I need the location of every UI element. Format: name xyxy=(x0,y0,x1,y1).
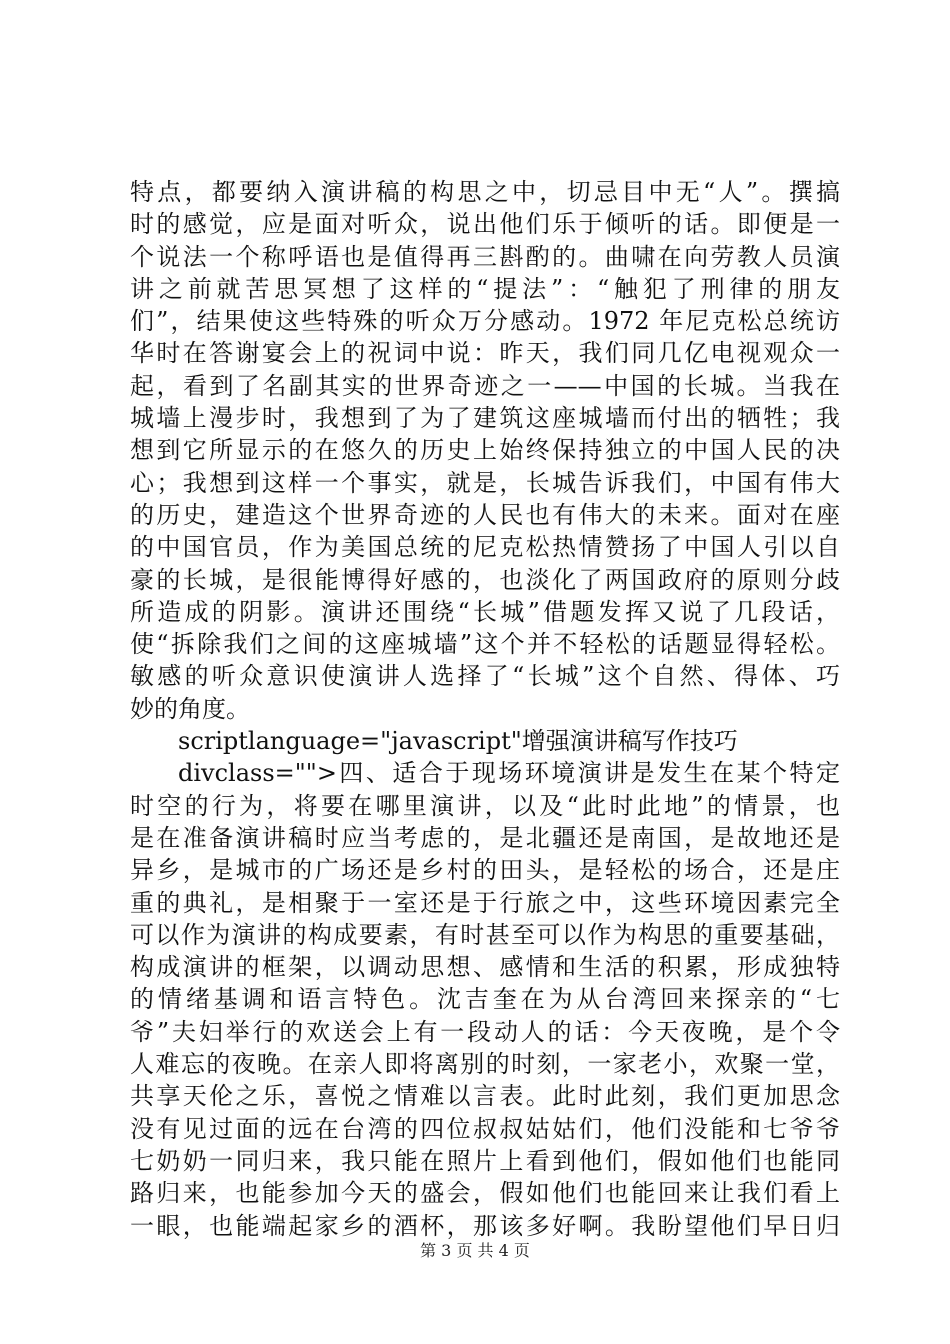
text-line: 路归来，也能参加今天的盛会，假如他们也能回来让我们看上 xyxy=(130,1179,840,1208)
text-line: 特点，都要纳入演讲稿的构思之中，切忌目中无“人”。撰搞 xyxy=(130,178,840,206)
text-line: 异乡，是城市的广场还是乡村的田头，是轻松的场合，还是庄 xyxy=(130,856,840,885)
text-line: 的历史，建造这个世界奇迹的人民也有伟大的未来。面对在座 xyxy=(130,500,840,529)
text-line: 豪的长城，是很能博得好感的，也淡化了两国政府的原则分歧 xyxy=(130,565,840,594)
text-line: 妙的角度。 xyxy=(130,694,250,723)
text-line: 起，看到了名副其实的世界奇迹之一——中国的长城。当我在 xyxy=(130,371,840,400)
text-line: 心；我想到这样一个事实，就是，长城告诉我们，中国有伟大 xyxy=(130,468,840,497)
text-line: 华时在答谢宴会上的祝词中说：昨天，我们同几亿电视观众一 xyxy=(130,339,840,368)
text-line: 共享天伦之乐，喜悦之情难以言表。此时此刻，我们更加思念 xyxy=(130,1082,840,1111)
text-line: 的情绪基调和语言特色。沈吉奎在为从台湾回来探亲的“七 xyxy=(130,985,840,1014)
text-line: 时的感觉，应是面对听众，说出他们乐于倾听的话。即便是一 xyxy=(130,210,840,239)
text-line: 可以作为演讲的构成要素，有时甚至可以作为构思的重要基础， xyxy=(130,920,840,949)
text-line: 是在准备演讲稿时应当考虑的，是北疆还是南国，是故地还是 xyxy=(130,823,840,852)
page-number-footer: 第 3 页 共 4 页 xyxy=(420,1241,530,1260)
text-line: divclass="">四、适合于现场环境演讲是发生在某个特定 xyxy=(178,759,840,788)
text-line: 的中国官员，作为美国总统的尼克松热情赞扬了中国人引以自 xyxy=(130,533,840,562)
text-line: 城墙上漫步时，我想到了为了建筑这座城墙而付出的牺牲；我 xyxy=(130,404,840,433)
text-line: 个说法一个称呼语也是值得再三斟酌的。曲啸在向劳教人员演 xyxy=(130,242,840,271)
text-line: 讲之前就苦思冥想了这样的“提法”：“触犯了刑律的朋友 xyxy=(130,274,840,303)
text-line: 敏感的听众意识使演讲人选择了“长城”这个自然、得体、巧 xyxy=(130,662,840,691)
text-line: 没有见过面的远在台湾的四位叔叔姑姑们，他们没能和七爷爷 xyxy=(130,1114,840,1143)
text-line: 们”，结果使这些特殊的听众万分感动。1972 年尼克松总统访 xyxy=(130,307,840,336)
text-line: scriptlanguage="javascript"增强演讲稿写作技巧 xyxy=(178,727,738,756)
text-line: 人难忘的夜晚。在亲人即将离别的时刻，一家老小，欢聚一堂， xyxy=(130,1050,840,1079)
text-line: 七奶奶一同归来，我只能在照片上看到他们，假如他们也能同 xyxy=(130,1146,840,1175)
text-line: 一眼，也能端起家乡的酒杯，那该多好啊。我盼望他们早日归 xyxy=(130,1211,840,1240)
text-line: 爷”夫妇举行的欢送会上有一段动人的话：今天夜晚，是个令 xyxy=(130,1017,840,1046)
text-line: 重的典礼，是相聚于一室还是于行旅之中，这些环境因素完全 xyxy=(130,888,840,917)
text-line: 使“拆除我们之间的这座城墙”这个并不轻松的话题显得轻松。 xyxy=(130,630,840,659)
text-line: 构成演讲的框架，以调动思想、感情和生活的积累，形成独特 xyxy=(130,953,840,982)
text-line: 想到它所显示的在悠久的历史上始终保持独立的中国人民的决 xyxy=(130,436,840,465)
text-line: 时空的行为，将要在哪里演讲，以及“此时此地”的情景，也 xyxy=(130,791,840,820)
text-line: 所造成的阴影。演讲还围绕“长城”借题发挥又说了几段话， xyxy=(130,597,840,626)
body-text xyxy=(130,176,840,1242)
